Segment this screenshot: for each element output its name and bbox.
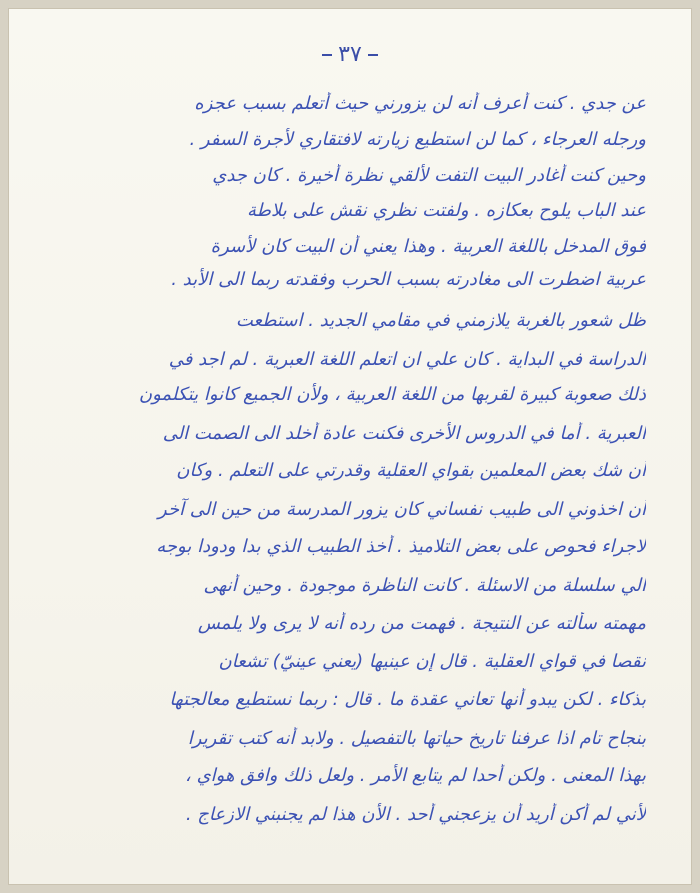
manuscript-line: مهمته سألته عن النتيجة . فهمت من رده أنه لا يرى ولا يلمس xyxy=(197,613,646,634)
manuscript-line: وحين كنت أغادر البيت التفت لألقي نظرة أخيرة . كان جدي xyxy=(212,165,646,186)
manuscript-line: الدراسة في البداية . كان علي ان اتعلم اللغة العبرية . لم اجد في xyxy=(168,349,646,370)
manuscript-line: عن جدي . كنت أعرف أنه لن يزورني حيث أتعلم بسبب عجزه xyxy=(194,93,646,114)
manuscript-line: بنجاح تام اذا عرفنا تاريخ حياتها بالتفصيل . ولابد أنه كتب تقريرا xyxy=(187,728,646,749)
manuscript-line: فوق المدخل باللغة العربية . وهذا يعني أن البيت كان لأسرة xyxy=(210,236,646,257)
page-number: ٣٧ xyxy=(8,42,692,67)
manuscript-line: أن شك بعض المعلمين بقواي العقلية وقدرتي على التعلم . وكان xyxy=(176,460,646,481)
manuscript-line: ظل شعور بالغربة يلازمني في مقامي الجديد . استطعت xyxy=(235,310,646,331)
manuscript-line: بهذا المعنى . ولكن أحدا لم يتابع الأمر . ولعل ذلك وافق هواي ، xyxy=(185,765,646,786)
manuscript-line: أن اخذوني الى طبيب نفساني كان يزور المدرسة من حين الى آخر xyxy=(158,499,646,520)
manuscript-line: نقصا في قواي العقلية . قال إن عينيها (يعني عينيّ) تشعان xyxy=(218,651,646,672)
manuscript-line: لاجراء فحوص على بعض التلاميذ . أخذ الطبيب الذي بدا ودودا بوجه xyxy=(156,536,646,557)
handwritten-page xyxy=(8,8,692,885)
manuscript-line: الي سلسلة من الاسئلة . كانت الناظرة موجودة . وحين أنهى xyxy=(203,575,646,596)
manuscript-line: ورجله العرجاء ، كما لن استطيع زيارته لافتقاري لأجرة السفر . xyxy=(189,129,646,150)
manuscript-line: عند الباب يلوح بعكازه . ولفتت نظري نقش على بلاطة xyxy=(247,200,646,221)
manuscript-line: بذكاء . لكن يبدو أنها تعاني عقدة ما . قال : ربما نستطيع معالجتها xyxy=(169,689,646,710)
manuscript-line: لأني لم أكن أريد أن يزعجني أحد . الأن هذا لم يجنبني الازعاج . xyxy=(185,804,646,825)
manuscript-line: العبرية . أما في الدروس الأخرى فكنت عادة أخلد الى الصمت الى xyxy=(162,423,646,444)
manuscript-line: عربية اضطرت الى مغادرته بسبب الحرب وفقدته ربما الى الأبد . xyxy=(171,269,646,290)
manuscript-line: ذلك صعوبة كبيرة لقربها من اللغة العربية ، ولأن الجميع كانوا يتكلمون xyxy=(138,384,646,405)
